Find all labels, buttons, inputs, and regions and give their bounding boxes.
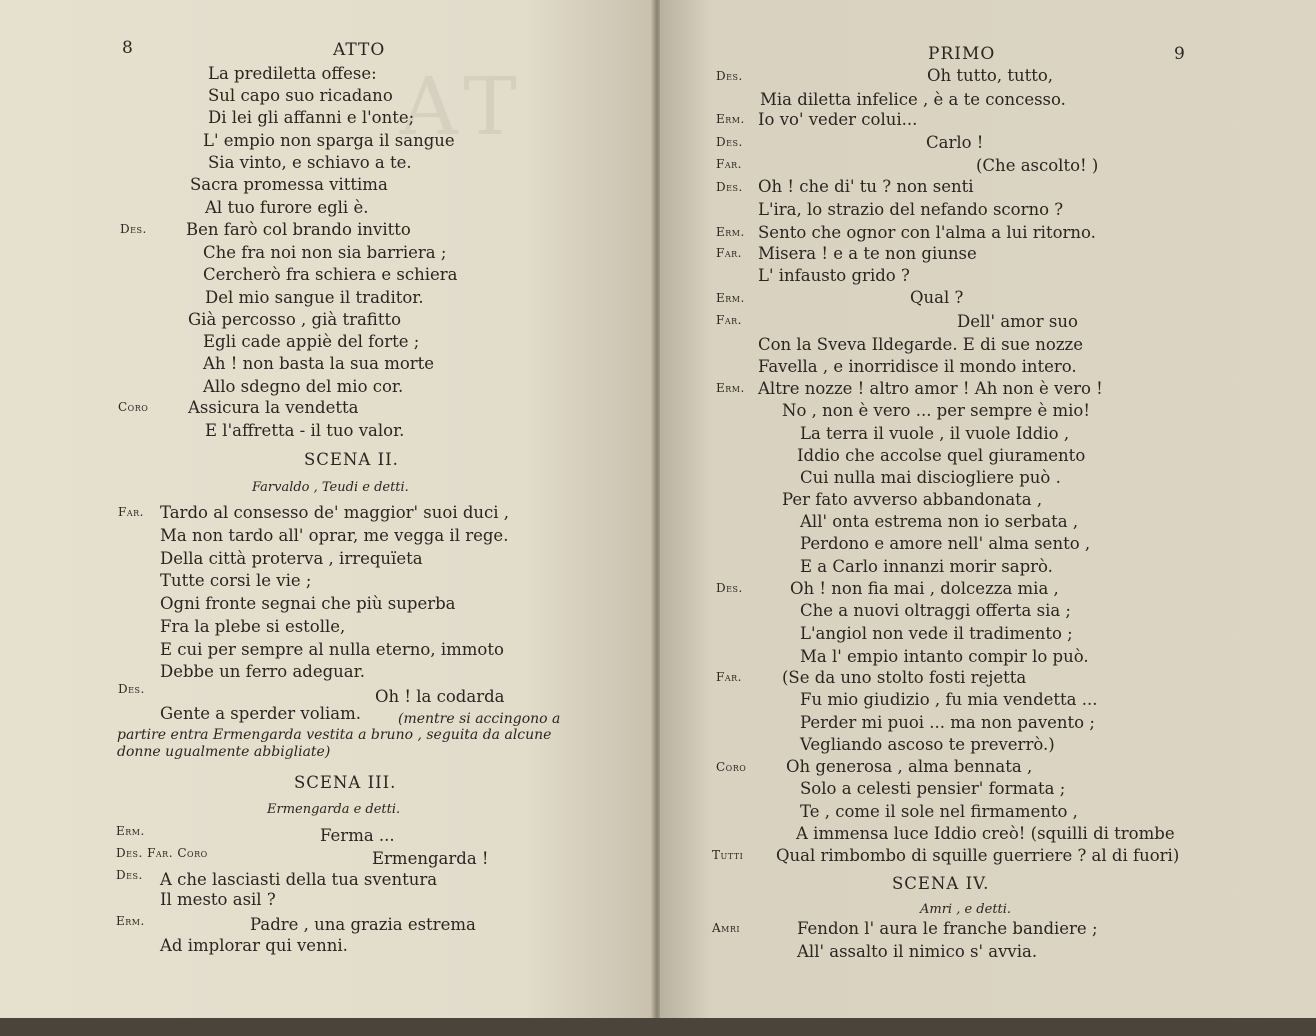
stage-direction: donne ugualmente abbigliate) [117,744,331,760]
speaker-label: Des. [120,222,147,236]
speaker-label: Erm. [716,112,745,126]
verse-line: Del mio sangue il traditor. [205,288,424,307]
verse-line: (Che ascolto! ) [976,156,1099,175]
verse-line: Solo a celesti pensier' formata ; [800,779,1066,798]
verse-line: Ma l' empio intanto compir lo può. [800,647,1089,666]
verse-line: Fu mio giudizio , fu mia vendetta ... [800,690,1098,709]
speaker-label: Des. [116,868,143,882]
verse-line: Ogni fronte segnai che più superba [160,594,456,613]
verse-line: L' infausto grido ? [758,266,910,285]
running-head: PRIMO [928,44,996,64]
verse-line: E l'affretta - il tuo valor. [205,421,405,440]
verse-line: La prediletta offese: [208,64,377,83]
verse-line: Per fato avverso abbandonata , [782,490,1043,509]
verse-line: Assicura la vendetta [188,398,359,417]
verse-line: Oh ! che di' tu ? non senti [758,177,974,196]
verse-line: Tutte corsi le vie ; [160,571,312,590]
verse-line: Egli cade appiè del forte ; [203,332,420,351]
verse-line: A immensa luce Iddio creò! (squilli di trombe [796,824,1175,843]
speaker-label: Amri [712,921,741,935]
speaker-label: Erm. [716,381,745,395]
verse-line: Qual rimbombo di squille guerriere ? al di fuori) [776,846,1180,865]
verse-line: Iddio che accolse quel giuramento [797,446,1086,465]
verse-line: Sul capo suo ricadano [208,86,393,105]
verse-line: All' assalto il nimico s' avvia. [797,942,1038,961]
verse-line: Fendon l' aura le franche bandiere ; [797,919,1098,938]
book-bottom-edge [0,1018,1316,1036]
speaker-label: Coro [716,760,747,774]
verse-line: E cui per sempre al nulla eterno, immoto [160,640,504,659]
verse-line: Perder mi puoi ... ma non pavento ; [800,713,1095,732]
verse-line: Padre , una grazia estrema [250,915,476,934]
verse-line: Allo sdegno del mio cor. [203,377,404,396]
speaker-label: Far. [118,505,144,519]
speaker-label: Erm. [716,225,745,239]
verse-line: All' onta estrema non io serbata , [800,512,1079,531]
verse-line: Gente a sperder voliam. [160,704,361,723]
bleed-through-text: AT [400,60,527,153]
verse-line: Di lei gli affanni e l'onte; [208,108,415,127]
verse-line: Qual ? [910,288,964,307]
verse-line: Della città proterva , irrequïeta [160,549,423,568]
verse-line: L'ira, lo strazio del nefando scorno ? [758,200,1064,219]
speaker-label: Tutti [712,848,744,862]
speaker-label: Erm. [116,914,145,928]
verse-line: Carlo ! [926,133,984,152]
speaker-label: Far. [716,157,742,171]
running-head: ATTO [333,40,386,60]
verse-line: Favella , e inorridisce il mondo intero. [758,357,1077,376]
speaker-label: Erm. [116,824,145,838]
verse-line: Dell' amor suo [957,312,1078,331]
verse-line: L'angiol non vede il tradimento ; [800,624,1073,643]
verse-line: Io vo' veder colui... [758,110,918,129]
stage-direction: (mentre si accingono a [398,711,561,727]
verse-line: Ferma ... [320,826,395,845]
verse-line: Il mesto asil ? [160,890,276,909]
verse-line: Ermengarda ! [372,849,489,868]
speaker-label: Des. [716,135,743,149]
speaker-label: Erm. [716,291,745,305]
verse-line: Ah ! non basta la sua morte [203,354,435,373]
verse-line: Altre nozze ! altro amor ! Ah non è vero ! [758,379,1103,398]
verse-line: Ben farò col brando invitto [186,220,411,239]
speaker-label: Des. [716,581,743,595]
verse-line: La terra il vuole , il vuole Iddio , [800,424,1070,443]
scene-heading: SCENA II. [304,450,399,469]
left-page [0,0,655,1036]
page-number: 8 [122,38,134,58]
verse-line: E a Carlo innanzi morir saprò. [800,557,1053,576]
verse-line: Sento che ognor con l'alma a lui ritorno. [758,223,1096,242]
speaker-label: Far. [716,313,742,327]
verse-line: Sia vinto, e schiavo a te. [208,153,412,172]
stage-direction: partire entra Ermengarda vestita a bruno , seguita da alcune [117,727,552,743]
scene-heading: SCENA III. [294,773,397,792]
verse-line: Oh generosa , alma bennata , [786,757,1033,776]
verse-line: Ad implorar qui venni. [160,936,348,955]
verse-line: Tardo al consesso de' maggior' suoi duci , [160,503,510,522]
verse-line: Sacra promessa vittima [190,175,388,194]
verse-line: Che fra noi non sia barriera ; [203,243,447,262]
verse-line: Cui nulla mai disciogliere può . [800,468,1061,487]
speaker-label: Des. [118,682,145,696]
verse-line: No , non è vero ... per sempre è mio! [782,401,1090,420]
speaker-label: Des. [716,180,743,194]
verse-line: Vegliando ascoso te preverrò.) [800,735,1055,754]
speaker-label: Far. [716,670,742,684]
speaker-label: Des. Far. Coro [116,846,208,860]
verse-line: Fra la plebe si estolle, [160,617,346,636]
verse-line: Con la Sveva Ildegarde. E di sue nozze [758,335,1083,354]
speaker-label: Des. [716,69,743,83]
cast-line: Farvaldo , Teudi e detti. [252,480,409,495]
verse-line: Misera ! e a te non giunse [758,244,977,263]
verse-line: (Se da uno stolto fosti rejetta [782,668,1027,687]
verse-line: Al tuo furore egli è. [205,198,369,217]
verse-line: Oh ! la codarda [375,687,505,706]
verse-line: Cercherò fra schiera e schiera [203,265,458,284]
verse-line: Già percosso , già trafitto [188,310,402,329]
verse-line: Ma non tardo all' oprar, me vegga il rege. [160,526,509,545]
verse-line: Mia diletta infelice , è a te concesso. [760,90,1066,109]
cast-line: Ermengarda e detti. [267,802,401,817]
speaker-label: Far. [716,246,742,260]
page-number: 9 [1174,44,1186,64]
verse-line: Oh tutto, tutto, [927,66,1054,85]
verse-line: A che lasciasti della tua sventura [160,870,438,889]
verse-line: L' empio non sparga il sangue [203,131,455,150]
verse-line: Debbe un ferro adeguar. [160,662,365,681]
speaker-label: Coro [118,400,149,414]
verse-line: Oh ! non fia mai , dolcezza mia , [790,579,1059,598]
cast-line: Amri , e detti. [920,902,1012,917]
scene-heading: SCENA IV. [892,874,990,893]
verse-line: Che a nuovi oltraggi offerta sia ; [800,601,1071,620]
verse-line: Te , come il sole nel firmamento , [800,802,1078,821]
verse-line: Perdono e amore nell' alma sento , [800,534,1091,553]
